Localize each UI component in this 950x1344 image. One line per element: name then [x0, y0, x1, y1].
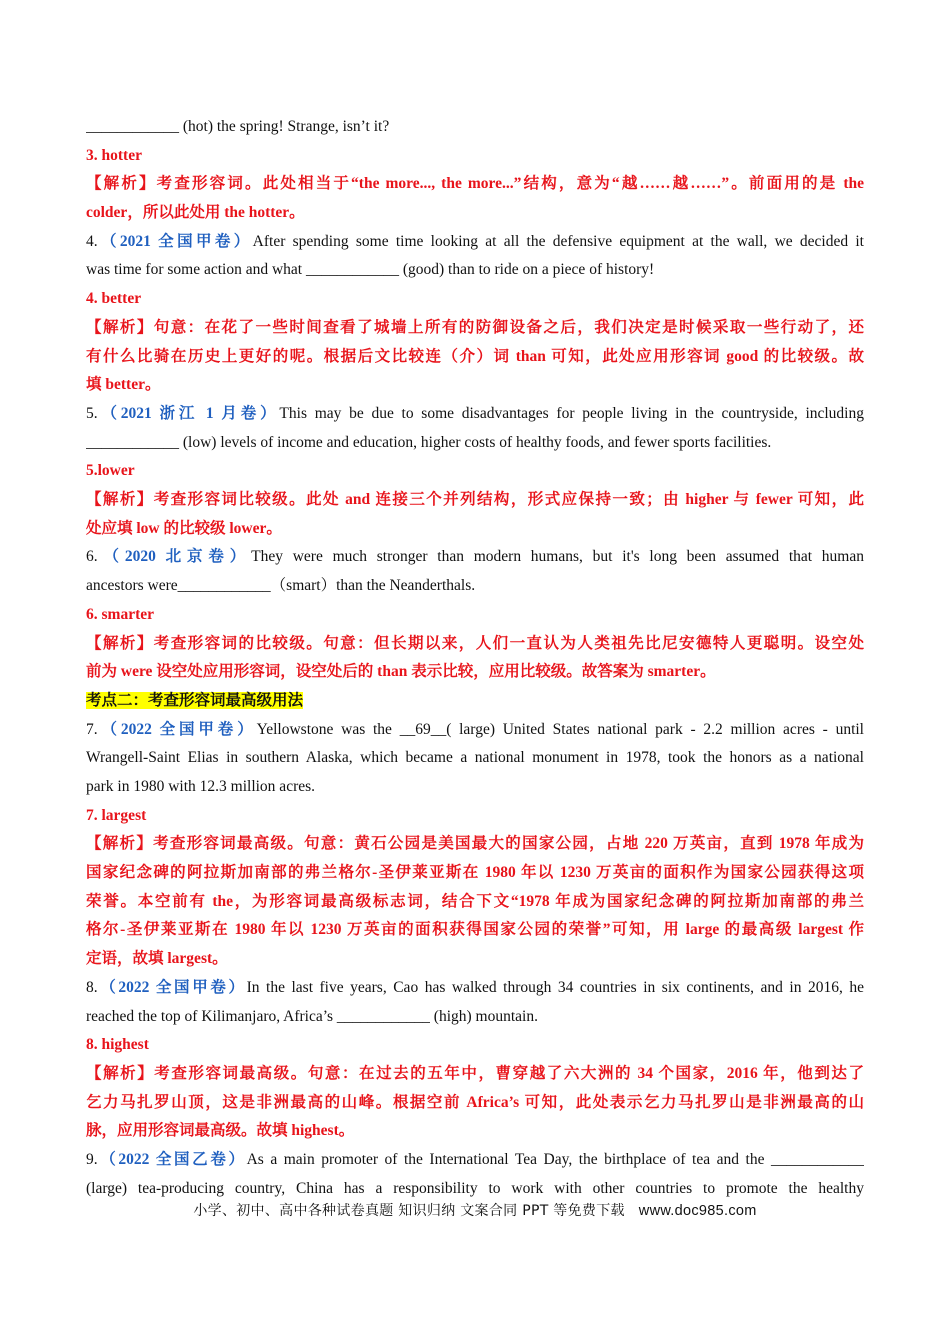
q8-number: 8.	[86, 978, 98, 996]
q7-stem-line: Wrangell-Saint Elias in southern Alaska, which became a national monument in 1978, took the honors as a national	[86, 749, 864, 767]
q5-stem-line: ____________ (low) levels of income and education, higher costs of healthy foods, and fewer sports facilities.	[86, 433, 772, 451]
q7-stem-text: Yellowstone was the	[256, 720, 400, 738]
q3-analysis-line: 【解析】考查形容词。此处相当于“the more..., the more...”结构，意为“越……越……”。前面用的是 the	[86, 175, 864, 193]
q7-stem-text: ( large) United States national park - 2.2 million acres - until	[446, 720, 864, 738]
q3-analysis-line: colder，所以此处用 the hotter。	[86, 204, 305, 222]
document-page	[86, 113, 864, 1203]
q8-stem-text: In the last five years, Cao has walked through 34 countries in six continents, and in 2016, he	[246, 978, 864, 996]
q7-analysis-line: 国家纪念碑的阿拉斯加南部的弗兰格尔-圣伊莱亚斯在 1980 年以 1230 万英亩的面积作为国家公园获得这项	[86, 864, 864, 882]
q6-answer: 6. smarter	[86, 605, 154, 623]
q5-analysis-line: 【解析】考查形容词比较级。此处 and 连接三个并列结构，形式应保持一致；由 higher 与 fewer 可知，此	[86, 491, 864, 509]
q6-number: 6.	[86, 548, 98, 566]
q3-answer: 3. hotter	[86, 146, 142, 164]
q4-source: （2021 全国甲卷）	[97, 232, 253, 250]
q8-stem	[86, 974, 864, 1003]
q8-analysis-line: 脉，应用形容词最高级。故填 highest。	[86, 1122, 355, 1140]
q4-stem-line: was time for some action and what ____________ (good) than to ride on a piece of history!	[86, 261, 655, 279]
q6-stem-line: ancestors were____________（smart）than the Neanderthals.	[86, 577, 476, 595]
footer-url[interactable]: www.doc985.com	[638, 1203, 757, 1219]
q7-answer: 7. largest	[86, 806, 147, 824]
q7-analysis-line: 格尔-圣伊莱亚斯在 1980 年以 1230 万英亩的面积获得国家公园的荣誉”可知，用 large 的最高级 largest 作	[86, 921, 864, 939]
q7-stem	[86, 716, 864, 745]
q4-analysis-line: 填 better。	[86, 376, 161, 394]
q9-stem-line: (large) tea-producing country, China has a responsibility to work with other countries to promote the healthy	[86, 1179, 864, 1197]
q9-source: （2022 全国乙卷）	[97, 1151, 247, 1169]
q7-source: （2022 全国甲卷）	[97, 720, 257, 738]
q5-stem-text: This may be due to some disadvantages for people living in the countryside, including	[279, 404, 864, 422]
q9-number: 9.	[86, 1151, 98, 1169]
q8-analysis-line: 【解析】考查形容词最高级。句意：在过去的五年中，曹穿越了六大洲的 34 个国家，2016 年，他到达了	[86, 1064, 864, 1082]
q6-analysis-line: 前为 were 设空处应用形容词，设空处后的 than 表示比较，应用比较级。故答案为 smarter。	[86, 663, 716, 681]
q7-stem-line: park in 1980 with 12.3 million acres.	[86, 778, 316, 796]
q5-analysis-line: 处应填 low 的比较级 lower。	[86, 519, 282, 537]
q5-number: 5.	[86, 404, 98, 422]
q5-answer: 5.lower	[86, 462, 135, 480]
q6-analysis-line: 【解析】考查形容词的比较级。句意：但长期以来，人们一直认为人类祖先比尼安德特人更聪明。设空处	[86, 634, 864, 652]
q9-stem	[86, 1146, 864, 1175]
q4-analysis-line: 【解析】句意：在花了一些时间查看了城墙上所有的防御设备之后，我们决定是时候采取一些行动了，还	[86, 318, 864, 336]
q3-stem: ____________ (hot) the spring! Strange, isn’t it?	[86, 118, 390, 135]
section-title	[86, 687, 864, 716]
q6-source: （2020 北京卷）	[97, 548, 252, 566]
q9-stem-text: As a main promoter of the International Tea Day, the birthplace of tea and the ____________	[246, 1151, 864, 1169]
q4-stem-text: After spending some time looking at all the defensive equipment at the wall, we decided it	[252, 232, 864, 250]
q4-answer: 4. better	[86, 290, 142, 308]
q6-stem-text: They were much stronger than modern humans, but it's long been assumed that human	[251, 548, 864, 566]
q4-analysis-line: 有什么比骑在历史上更好的呢。根据后文比较连（介）词 than 可知，此处应用形容词 good 的比较级。故	[86, 347, 864, 365]
q7-number: 7.	[86, 720, 98, 738]
q5-stem	[86, 400, 864, 429]
q7-analysis-line: 定语，故填 largest。	[86, 950, 228, 968]
q7-analysis-line: 荣誉。本空前有 the，为形容词最高级标志词，结合下文“1978 年成为国家纪念碑的阿拉斯加南部的弗兰	[86, 892, 864, 910]
q6-stem	[86, 543, 864, 572]
q8-analysis-line: 乞力马扎罗山顶，这是非洲最高的山峰。根据空前 Africa’s 可知，此处表示乞力马扎罗山是非洲最高的山	[86, 1093, 864, 1111]
q7-blank: __69__	[399, 720, 447, 738]
q5-source: （2021 浙江 1 月卷）	[97, 404, 280, 422]
q8-answer: 8. highest	[86, 1036, 149, 1054]
q4-stem	[86, 228, 864, 257]
q8-stem-line: reached the top of Kilimanjaro, Africa’s ____________ (high) mountain.	[86, 1007, 538, 1025]
section-2-heading: 考点二：考查形容词最高级用法	[86, 691, 304, 709]
q4-number: 4.	[86, 232, 98, 250]
q8-source: （2022 全国甲卷）	[97, 978, 247, 996]
footer-text: 小学、初中、高中各种试卷真题 知识归纳 文案合同 PPT 等免费下载	[193, 1203, 625, 1219]
q7-analysis-line: 【解析】考查形容词最高级。句意：黄石公园是美国最大的国家公园，占地 220 万英亩，直到 1978 年成为	[86, 835, 864, 853]
page-footer	[0, 1200, 950, 1220]
